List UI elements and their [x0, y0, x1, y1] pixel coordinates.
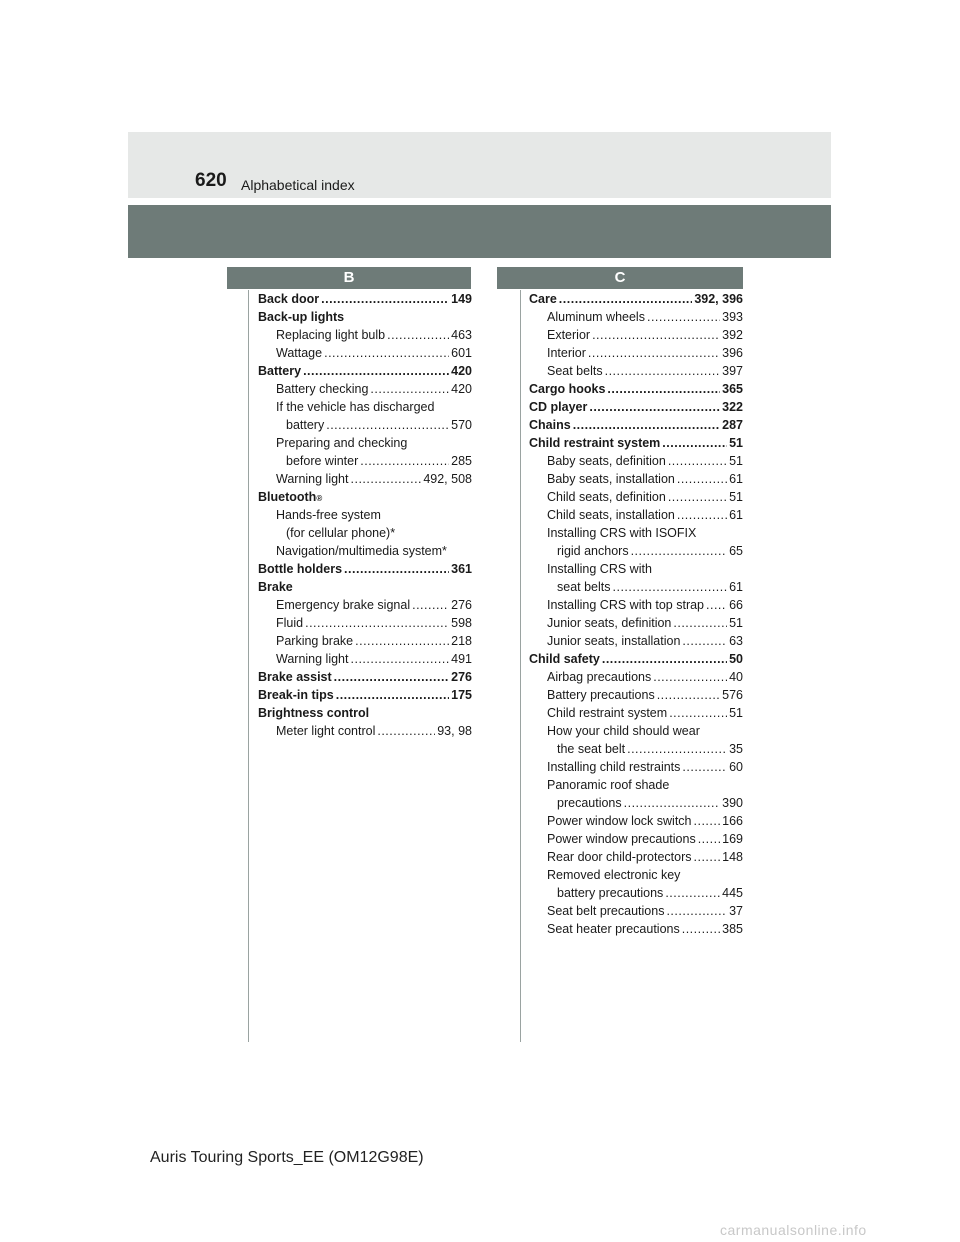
page-reference: 287 [722, 418, 743, 432]
column-rule-left [248, 290, 249, 1042]
page-reference: 61 [729, 580, 743, 594]
page-reference: 60 [729, 760, 743, 774]
dot-leader [647, 308, 720, 326]
page-reference: 463 [451, 328, 472, 342]
index-term: Airbag precautions [547, 670, 652, 684]
index-term: Baby seats, installation [547, 472, 675, 486]
index-term: Child seats, installation [547, 508, 675, 522]
index-entry [258, 362, 472, 380]
index-term: battery precautions [557, 886, 664, 900]
index-term: Wattage [276, 346, 323, 360]
page-reference: 322 [722, 400, 743, 414]
index-term: Brake [258, 580, 293, 594]
index-entry [258, 632, 472, 650]
dot-leader [682, 758, 727, 776]
index-entry [529, 416, 743, 434]
dot-leader [682, 632, 727, 650]
index-term: Warning light [276, 652, 349, 666]
index-entry [258, 668, 472, 686]
index-term: Installing child restraints [547, 760, 681, 774]
page-reference: 61 [729, 508, 743, 522]
page-reference: 50 [729, 652, 743, 666]
page-reference: 365 [722, 382, 743, 396]
dot-leader [592, 326, 720, 344]
index-term: Power window precautions [547, 832, 696, 846]
index-entry [258, 434, 472, 452]
page-reference: 420 [451, 364, 472, 378]
index-entry [529, 434, 743, 452]
page-reference: 148 [722, 850, 743, 864]
page-reference: 61 [729, 472, 743, 486]
page-reference: 51 [729, 454, 743, 468]
index-term: Navigation/multimedia system* [276, 544, 447, 558]
index-term: Care [529, 292, 557, 306]
index-term: Aluminum wheels [547, 310, 645, 324]
page-reference: 392 [722, 328, 743, 342]
dot-leader [559, 290, 693, 308]
page-reference: 285 [451, 454, 472, 468]
index-entry [258, 308, 472, 326]
header-band [128, 132, 831, 198]
page-reference: 445 [722, 886, 743, 900]
index-entry [529, 902, 743, 920]
index-entry [258, 704, 472, 722]
dot-leader [673, 614, 727, 632]
dot-leader [653, 668, 727, 686]
index-term: Child restraint system [547, 706, 668, 720]
dot-leader [694, 848, 721, 866]
index-entry [529, 506, 743, 524]
page-reference: 166 [722, 814, 743, 828]
index-entry [529, 578, 743, 596]
index-entry: Bluetooth ® [258, 490, 323, 504]
dot-leader [344, 560, 449, 578]
index-term: Seat heater precautions [547, 922, 680, 936]
index-entry [258, 578, 472, 596]
index-entry [529, 308, 743, 326]
index-entry [258, 380, 472, 398]
index-entry [529, 326, 743, 344]
dot-leader [377, 722, 435, 740]
index-term: Battery [258, 364, 302, 378]
watermark: carmanualsonline.info [720, 1222, 867, 1238]
dot-leader [351, 650, 450, 668]
page-reference: 35 [729, 742, 743, 756]
page-reference: 598 [451, 616, 472, 630]
index-term: Baby seats, definition [547, 454, 666, 468]
index-entry [529, 398, 743, 416]
dot-leader [682, 920, 720, 938]
dot-leader [698, 830, 720, 848]
index-entry [258, 326, 472, 344]
index-term: Brake assist [258, 670, 332, 684]
index-term: How your child should wear [547, 724, 700, 738]
dot-leader [613, 578, 728, 596]
page-reference: 66 [729, 598, 743, 612]
index-entry [258, 506, 472, 524]
index-term: Back door [258, 292, 320, 306]
index-entry [529, 920, 743, 938]
index-term: Junior seats, installation [547, 634, 681, 648]
index-term: Rear door child-protectors [547, 850, 692, 864]
index-entry [529, 776, 743, 794]
letter-heading-c: C [497, 267, 743, 289]
index-term: the seat belt [557, 742, 626, 756]
index-term: Back-up lights [258, 310, 345, 324]
index-term: Bluetooth [258, 490, 317, 504]
index-term: Parking brake [276, 634, 354, 648]
page-reference: 276 [451, 670, 472, 684]
index-term: Cargo hooks [529, 382, 606, 396]
dot-leader [589, 398, 720, 416]
index-entry [529, 758, 743, 776]
dot-leader [624, 794, 721, 812]
index-term: (for cellular phone)* [286, 526, 396, 540]
dot-leader [665, 884, 720, 902]
letter-heading-b: B [227, 267, 471, 289]
index-entry [258, 596, 472, 614]
index-term: Fluid [276, 616, 304, 630]
dot-leader [321, 290, 449, 308]
page-reference: 51 [729, 616, 743, 630]
dot-leader [668, 488, 727, 506]
page-reference: 570 [451, 418, 472, 432]
index-term: Power window lock switch [547, 814, 692, 828]
index-entry [529, 704, 743, 722]
index-entry [529, 614, 743, 632]
index-entry [529, 560, 743, 578]
index-term: Warning light [276, 472, 349, 486]
index-term: Child restraint system [529, 436, 661, 450]
footer-manual-title: Auris Touring Sports_EE (OM12G98E) [150, 1149, 424, 1166]
dot-leader [370, 380, 449, 398]
header-dark-band [128, 205, 831, 258]
dot-leader [677, 470, 727, 488]
page-number: 620 [195, 170, 227, 191]
index-entry [258, 452, 472, 470]
index-term: rigid anchors [557, 544, 629, 558]
dot-leader [662, 434, 727, 452]
index-entry [258, 524, 472, 542]
index-term: precautions [557, 796, 622, 810]
index-entry [529, 794, 743, 812]
index-entry [529, 452, 743, 470]
dot-leader [627, 740, 727, 758]
index-entry [529, 740, 743, 758]
index-entry [529, 884, 743, 902]
dot-leader [669, 704, 727, 722]
index-entry [258, 290, 472, 308]
page-reference: 218 [451, 634, 472, 648]
page-reference: 393 [722, 310, 743, 324]
page-reference: 37 [729, 904, 743, 918]
index-term: Removed electronic key [547, 868, 681, 882]
index-entry [529, 488, 743, 506]
column-rule-right [520, 290, 521, 1042]
page-reference: 63 [729, 634, 743, 648]
page-reference: 601 [451, 346, 472, 360]
index-entry [258, 398, 472, 416]
index-entry [529, 524, 743, 542]
page-reference: 175 [451, 688, 472, 702]
index-term: Break-in tips [258, 688, 334, 702]
page-reference: 390 [722, 796, 743, 810]
dot-leader [412, 596, 449, 614]
index-term: battery [286, 418, 325, 432]
index-term: seat belts [557, 580, 611, 594]
index-entry [529, 362, 743, 380]
index-entry [529, 686, 743, 704]
index-entry [258, 650, 472, 668]
dot-leader [324, 344, 449, 362]
index-column-c [529, 290, 743, 938]
index-term: Replacing light bulb [276, 328, 386, 342]
dot-leader [657, 686, 720, 704]
dot-leader [588, 344, 720, 362]
index-entry [529, 866, 743, 884]
page-reference: 65 [729, 544, 743, 558]
index-entry [258, 416, 472, 434]
page-reference: 149 [451, 292, 472, 306]
page-reference: 420 [451, 382, 472, 396]
index-entry [529, 380, 743, 398]
dot-leader [668, 452, 727, 470]
index-term: Panoramic roof shade [547, 778, 670, 792]
index-entry [529, 848, 743, 866]
index-entry [258, 686, 472, 704]
dot-leader [355, 632, 449, 650]
index-term: Installing CRS with [547, 562, 652, 576]
index-column-b [258, 290, 472, 740]
index-term: before winter [286, 454, 359, 468]
index-entry [258, 542, 472, 560]
index-term: Meter light control [276, 724, 376, 738]
dot-leader [334, 668, 449, 686]
page-reference: 93, 98 [437, 724, 472, 738]
index-term: If the vehicle has discharged [276, 400, 435, 414]
index-entry [529, 812, 743, 830]
index-entry [258, 470, 472, 488]
index-term: Chains [529, 418, 571, 432]
dot-leader [336, 686, 449, 704]
index-entry [258, 614, 472, 632]
index-term: Installing CRS with top strap [547, 598, 705, 612]
index-term: Brightness control [258, 706, 370, 720]
index-entry [529, 470, 743, 488]
index-term: Junior seats, definition [547, 616, 672, 630]
index-entry [529, 344, 743, 362]
index-entry [529, 668, 743, 686]
index-entry [529, 830, 743, 848]
dot-leader [573, 416, 720, 434]
index-term: Battery precautions [547, 688, 655, 702]
dot-leader [706, 596, 727, 614]
index-entry [529, 650, 743, 668]
index-term: Interior [547, 346, 586, 360]
index-entry [529, 542, 743, 560]
page-reference: 51 [729, 490, 743, 504]
page-reference: 396 [722, 346, 743, 360]
index-entry [529, 632, 743, 650]
page-reference: 491 [451, 652, 472, 666]
index-term: CD player [529, 400, 588, 414]
index-term: Exterior [547, 328, 591, 342]
index-term: Emergency brake signal [276, 598, 411, 612]
index-entry [529, 722, 743, 740]
dot-leader [326, 416, 449, 434]
page-reference: 51 [729, 706, 743, 720]
dot-leader [677, 506, 727, 524]
dot-leader [351, 470, 422, 488]
index-term: Installing CRS with ISOFIX [547, 526, 697, 540]
index-entry [529, 290, 743, 308]
dot-leader [607, 380, 720, 398]
index-entry [258, 722, 472, 740]
page-reference: 40 [729, 670, 743, 684]
page-reference: 276 [451, 598, 472, 612]
section-title: Alphabetical index [241, 177, 355, 193]
index-term: Bottle holders [258, 562, 343, 576]
page-reference: 576 [722, 688, 743, 702]
page-reference: 385 [722, 922, 743, 936]
dot-leader [605, 362, 721, 380]
page-reference: 169 [722, 832, 743, 846]
dot-leader [360, 452, 449, 470]
index-term: Hands-free system [276, 508, 381, 522]
dot-leader [387, 326, 449, 344]
index-term: Battery checking [276, 382, 369, 396]
dot-leader [602, 650, 727, 668]
index-term: Preparing and checking [276, 436, 408, 450]
dot-leader [303, 362, 449, 380]
dot-leader [631, 542, 728, 560]
page-reference: 397 [722, 364, 743, 378]
dot-leader [666, 902, 727, 920]
dot-leader [305, 614, 449, 632]
index-term: Seat belt precautions [547, 904, 665, 918]
index-term: Child seats, definition [547, 490, 666, 504]
index-entry [529, 596, 743, 614]
index-entry [258, 344, 472, 362]
page-reference: 51 [729, 436, 743, 450]
index-term: Child safety [529, 652, 600, 666]
index-entry [258, 560, 472, 578]
page-reference: 392, 396 [694, 292, 743, 306]
page-reference: 492, 508 [423, 472, 472, 486]
page-reference: 361 [451, 562, 472, 576]
dot-leader [694, 812, 721, 830]
index-term: Seat belts [547, 364, 603, 378]
